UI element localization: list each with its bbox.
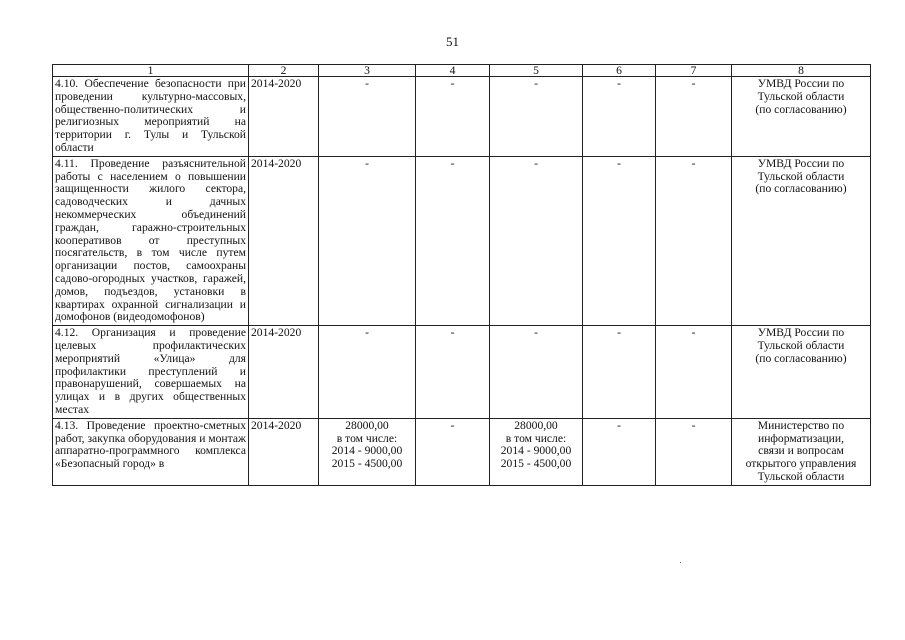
period-cell: 2014-2020 bbox=[249, 77, 319, 157]
executor-cell bbox=[732, 418, 871, 485]
executor-line: Тульской области bbox=[757, 89, 845, 103]
executor-cell bbox=[732, 326, 871, 419]
header-col-8: 8 bbox=[732, 65, 871, 77]
total-funding-cell: - bbox=[319, 326, 416, 419]
executor-line: (по согласованию) bbox=[755, 182, 847, 196]
executor-line: (по согласованию) bbox=[755, 102, 847, 116]
header-col-3: 3 bbox=[319, 65, 416, 77]
local-budget-cell: - bbox=[583, 418, 656, 485]
table-row bbox=[53, 418, 871, 485]
executor-line: связи и вопросам bbox=[758, 444, 844, 458]
local-budget-cell: - bbox=[583, 77, 656, 157]
header-col-1: 1 bbox=[53, 65, 249, 77]
federal-budget-cell: - bbox=[416, 77, 490, 157]
header-row bbox=[53, 65, 871, 77]
measure-description: 4.12. Организация и проведение целевых профилактических мероприятий «Улица» для профилактики преступлений и правонарушений, совершаемых на улицах и в других общественных местах bbox=[53, 326, 249, 419]
table-row bbox=[53, 326, 871, 419]
executor-line: (по согласованию) bbox=[755, 351, 847, 365]
total-funding-cell: - bbox=[319, 156, 416, 325]
regional-budget-cell: - bbox=[490, 77, 583, 157]
funding-line: в том числе: bbox=[336, 431, 398, 445]
measure-description: 4.10. Обеспечение безопасности при проведении культурно-массовых, общественно-политических и религиозных мероприятий на территории г. Тулы и Тульской области bbox=[53, 77, 249, 157]
regional-budget-cell: - bbox=[490, 326, 583, 419]
other-sources-cell: - bbox=[656, 418, 732, 485]
executor-line: УМВД России по bbox=[757, 326, 845, 340]
executor-line: Тульской области bbox=[757, 169, 845, 183]
table-row bbox=[53, 77, 871, 157]
other-sources-cell: - bbox=[656, 156, 732, 325]
table-row bbox=[53, 156, 871, 325]
regional-budget-cell bbox=[490, 418, 583, 485]
header-col-2: 2 bbox=[249, 65, 319, 77]
funding-line: 2015 - 4500,00 bbox=[500, 457, 572, 471]
page-number: 51 bbox=[446, 34, 459, 49]
program-table bbox=[52, 64, 871, 486]
funding-line: 2014 - 9000,00 bbox=[500, 444, 572, 458]
federal-budget-cell: - bbox=[416, 326, 490, 419]
scan-speck bbox=[680, 562, 681, 563]
executor-line: Министерство по bbox=[757, 418, 845, 432]
funding-line: в том числе: bbox=[505, 431, 567, 445]
period-cell: 2014-2020 bbox=[249, 326, 319, 419]
period-cell: 2014-2020 bbox=[249, 156, 319, 325]
executor-line: открытого управления bbox=[745, 457, 857, 471]
other-sources-cell: - bbox=[656, 77, 732, 157]
other-sources-cell: - bbox=[656, 326, 732, 419]
executor-line: Тульской области bbox=[757, 469, 845, 483]
header-col-7: 7 bbox=[656, 65, 732, 77]
federal-budget-cell: - bbox=[416, 156, 490, 325]
header-col-4: 4 bbox=[416, 65, 490, 77]
total-funding-cell: - bbox=[319, 77, 416, 157]
period-cell: 2014-2020 bbox=[249, 418, 319, 485]
local-budget-cell: - bbox=[583, 326, 656, 419]
header-col-5: 5 bbox=[490, 65, 583, 77]
regional-budget-cell: - bbox=[490, 156, 583, 325]
funding-line: 2015 - 4500,00 bbox=[331, 457, 403, 471]
executor-cell bbox=[732, 156, 871, 325]
executor-cell bbox=[732, 77, 871, 157]
executor-line: УМВД России по bbox=[757, 156, 845, 170]
funding-line: 28000,00 bbox=[345, 418, 389, 432]
funding-line: 28000,00 bbox=[514, 418, 558, 432]
measure-description: 4.13. Проведение проектно-сметных работ, закупка оборудования и монтаж аппаратно-программного комплекса «Безопасный город» в bbox=[53, 418, 249, 485]
header-col-6: 6 bbox=[583, 65, 656, 77]
executor-line: УМВД России по bbox=[757, 77, 845, 90]
funding-line: 2014 - 9000,00 bbox=[331, 444, 403, 458]
local-budget-cell: - bbox=[583, 156, 656, 325]
measure-description: 4.11. Проведение разъяснительной работы с населением о повышении защищенности жилого сектора, садоводческих и дачных некоммерческих объединений граждан, гаражно-строительных кооперативов от преступных посягательств, в том числе путем организации постов, самоохраны садово-огородных участков, гаражей, домов, подъездов, установки в квартирах охранной сигнализации и домофонов (видеодомофонов) bbox=[53, 156, 249, 325]
executor-line: информатизации, bbox=[758, 431, 844, 445]
total-funding-cell bbox=[319, 418, 416, 485]
executor-line: Тульской области bbox=[757, 338, 845, 352]
federal-budget-cell: - bbox=[416, 418, 490, 485]
